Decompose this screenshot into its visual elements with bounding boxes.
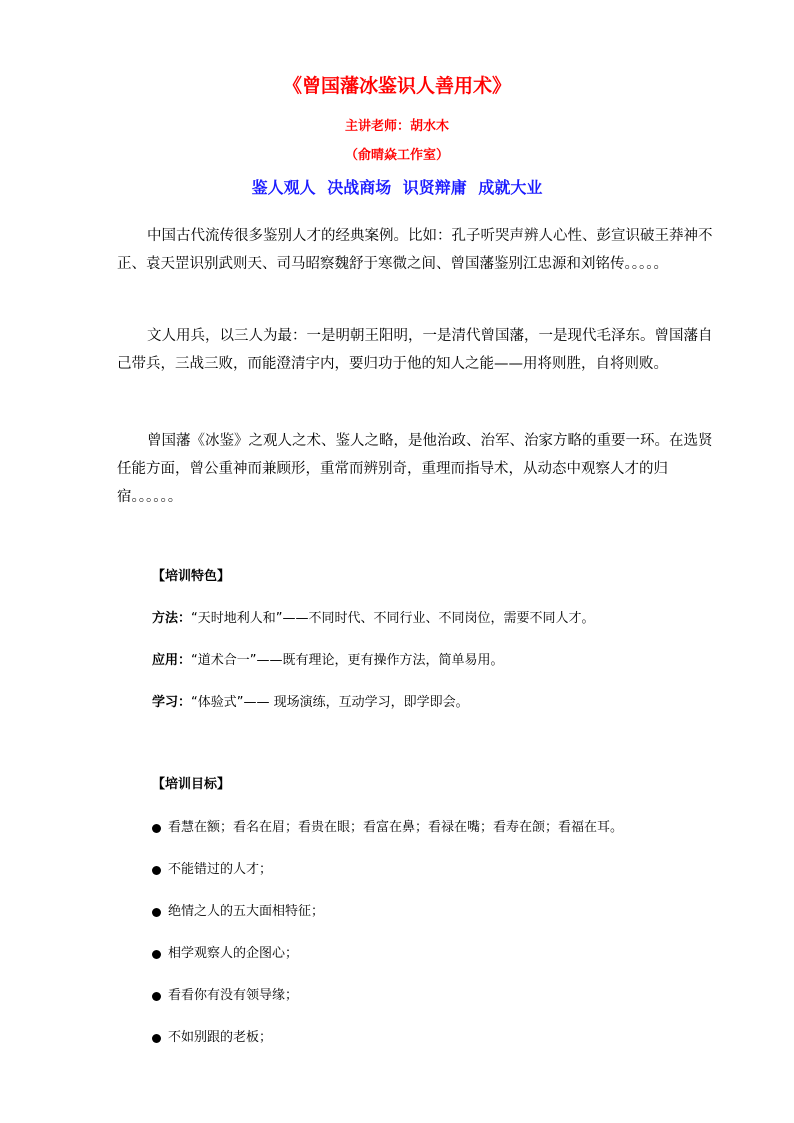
goal-item: [152, 860, 272, 880]
teacher-line: 主讲老师：胡水木: [344, 119, 449, 134]
bullet-icon: [152, 1034, 161, 1043]
feature-label: 学习：: [152, 695, 192, 710]
goal-text: 看看你有没有领导缘；: [168, 988, 299, 1003]
studio-line: （俞晴焱工作室）: [344, 148, 449, 163]
feature-text: “天时地利人和”——不同时代、不同行业、不同岗位，需要不同人才。: [191, 611, 595, 626]
feature-item-application: [152, 651, 504, 671]
feature-item-learning: [152, 693, 469, 713]
goal-item: [152, 818, 623, 838]
goal-text: 不能错过的人才；: [168, 862, 273, 877]
goal-item: [152, 944, 298, 964]
feature-item-method: [152, 609, 595, 629]
feature-text: “道术合一”——既有理论，更有操作方法，简单易用。: [191, 653, 504, 668]
goal-text: 看慧在额；看名在眉；看贵在眼；看富在鼻；看禄在嘴；看寿在颌；看福在耳。: [168, 820, 624, 835]
intro-paragraph-3: 曾国藩《冰鉴》之观人之术、鉴人之略，是他治政、治军、治家方略的重要一环。在选贤任能方面，曾公重神而兼顾形，重常而辨别奇，重理而指导术，从动态中观察人才的归宿。。。。。。: [117, 433, 713, 505]
feature-label: 应用：: [152, 653, 192, 668]
slogan: 鉴人观人 决战商场 识贤辩庸 成就大业: [251, 178, 543, 197]
intro-paragraph-1: 中国古代流传很多鉴别人才的经典案例。比如：孔子听哭声辨人心性、彭宣识破王莽神不正、袁天罡识别武则天、司马昭察魏舒于寒微之间、曾国藩鉴别江忠源和刘铭传。。。。。: [117, 228, 713, 272]
bullet-icon: [152, 866, 161, 875]
goal-text: 相学观察人的企图心；: [168, 946, 299, 961]
bullet-icon: [152, 992, 161, 1001]
goal-item: [152, 1028, 272, 1048]
goals-heading: 【培训目标】: [152, 777, 231, 792]
goal-text: 不如别跟的老板；: [168, 1030, 273, 1045]
intro-paragraph-2: 文人用兵，以三人为最：一是明朝王阳明，一是清代曾国藩，一是现代毛泽东。曾国藩自己带兵，三战三败，而能澄清宇内，要归功于他的知人之能——用将则胜，自将则败。: [117, 328, 713, 372]
features-heading: 【培训特色】: [152, 569, 231, 584]
feature-text: “体验式”—— 现场演练，互动学习，即学即会。: [191, 695, 469, 710]
feature-label: 方法：: [152, 611, 192, 626]
goal-item: [152, 902, 324, 922]
document-title: 《曾国藩冰鉴识人善用术》: [282, 75, 511, 97]
bullet-icon: [152, 824, 161, 833]
goal-item: [152, 986, 298, 1006]
goal-text: 绝情之人的五大面相特征；: [168, 904, 325, 919]
bullet-icon: [152, 950, 161, 959]
bullet-icon: [152, 908, 161, 917]
